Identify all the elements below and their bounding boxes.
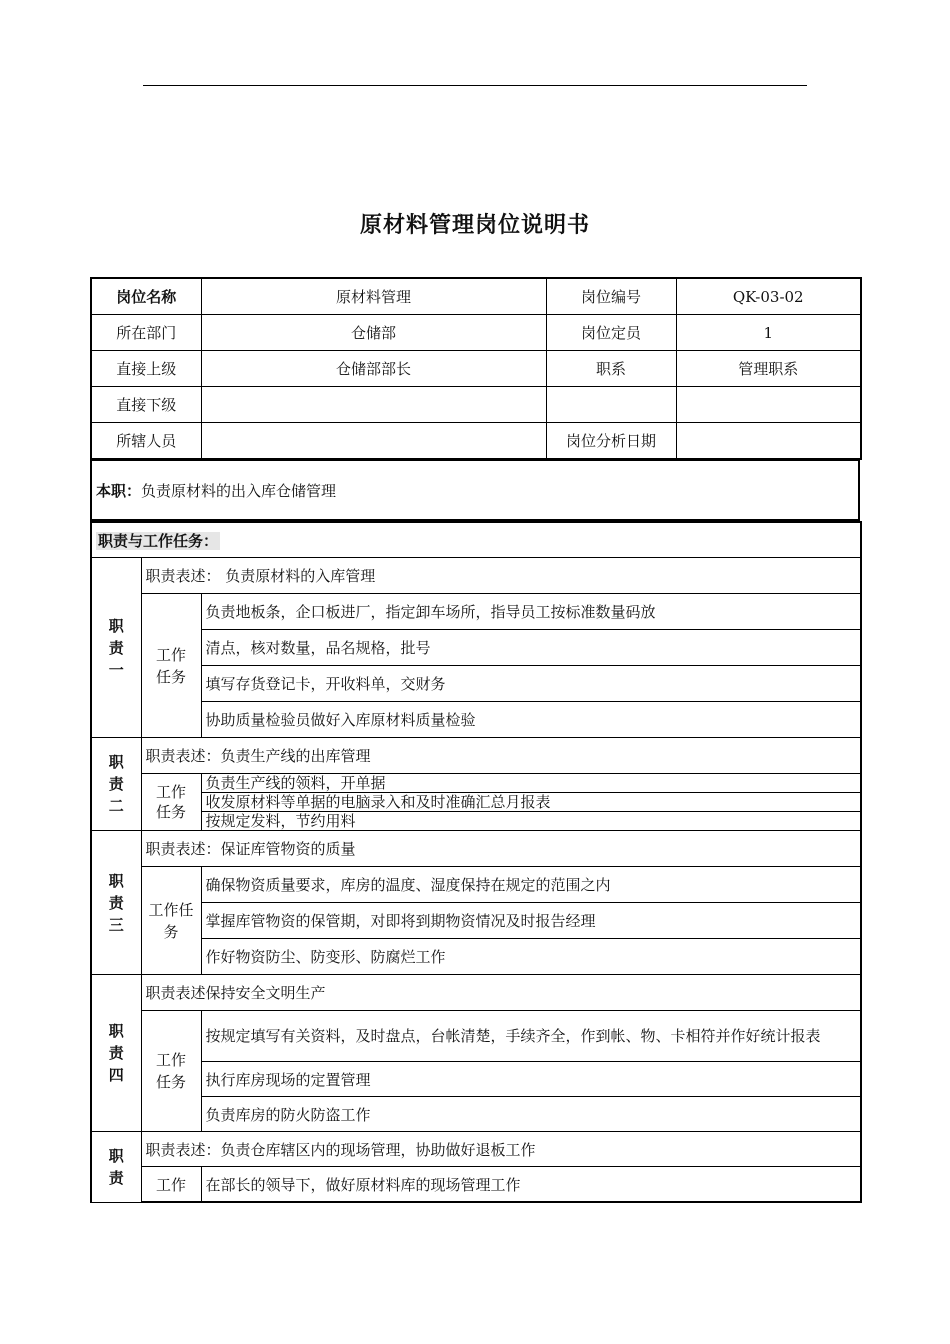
duty-4-task-label-text: 工作任务: [155, 1051, 186, 1091]
duty-5-task-label: 工作: [141, 1167, 201, 1203]
info-cell-empty-a: [546, 387, 676, 423]
duty-2-task-row-1: [91, 774, 861, 793]
duty-4-task-row-2: [91, 1062, 861, 1097]
duty-1-task-row-1: [91, 594, 861, 630]
main-duty-text: 负责原材料的出入库仓储管理: [141, 481, 337, 500]
info-label-analysis-date: 岗位分析日期: [546, 423, 676, 460]
duty-1-task-3: 填写存货登记卡，开收料单，交财务: [201, 666, 861, 702]
duty-3-task-1: 确保物资质量要求，库房的温度、湿度保持在规定的范围之内: [201, 867, 861, 903]
duty-4-task-label: [141, 1011, 201, 1132]
info-label-headcount: 岗位定员: [546, 315, 676, 351]
duties-table: [90, 521, 862, 1203]
duty-5-task-row-1: [91, 1167, 861, 1203]
duty-3-task-label-text: 工作任务: [148, 900, 194, 941]
duty-3-label-text: 职责三: [108, 871, 124, 934]
duty-5-label-text: 职责: [108, 1146, 124, 1187]
duty-3-task-row-2: [91, 903, 861, 939]
duty-1-desc: 职责表述： 负责原材料的入库管理: [141, 558, 861, 594]
main-duty-cell: [91, 461, 859, 521]
duty-4-desc: 职责表述保持安全文明生产: [141, 975, 861, 1011]
duty-4-task-3: 负责库房的防火防盗工作: [201, 1097, 861, 1132]
duty-1-task-1: 负责地板条，企口板进厂，指定卸车场所，指导员工按标准数量码放: [201, 594, 861, 630]
duty-2-desc: 职责表述：负责生产线的出库管理: [141, 738, 861, 774]
duty-5-label: [91, 1132, 141, 1203]
duty-1-task-4: 协助质量检验员做好入库原材料质量检验: [201, 702, 861, 738]
info-value-analysis-date: [676, 423, 861, 460]
document-title: 原材料管理岗位说明书: [359, 213, 590, 238]
duty-4-task-1: 按规定填写有关资料，及时盘点，台帐清楚，手续齐全，作到帐、物、卡相符并作好统计报表: [201, 1011, 861, 1062]
info-value-position-code: QK-03-02: [676, 278, 861, 315]
duty-5-desc: 职责表述：负责仓库辖区内的现场管理，协助做好退板工作: [141, 1132, 861, 1167]
duty-2-label-text: 职责二: [108, 753, 124, 815]
basic-info-table: [90, 277, 862, 460]
info-label-position-code: 岗位编号: [546, 278, 676, 315]
duty-2-task-row-3: [91, 812, 861, 831]
info-row-department: [91, 315, 861, 351]
info-row-subordinate: [91, 387, 861, 423]
duties-heading-row: [91, 522, 861, 558]
duty-5-task-1: 在部长的领导下，做好原材料库的现场管理工作: [201, 1167, 861, 1203]
info-row-position-name: [91, 278, 861, 315]
duty-3-task-label: [141, 867, 201, 975]
duty-3-task-row-3: [91, 939, 861, 975]
duty-4-label-text: 职责四: [108, 1022, 124, 1084]
duty-1-task-row-2: [91, 630, 861, 666]
info-cell-empty-b: [676, 387, 861, 423]
main-duty-table: [90, 460, 860, 521]
duties-heading-cell: [91, 522, 861, 558]
info-value-staff: [201, 423, 546, 460]
duty-4-task-row-1: [91, 1011, 861, 1062]
duty-1-label-text: 职责一: [108, 616, 124, 679]
duty-2-task-1: 负责生产线的领料，开单据: [201, 774, 861, 793]
duty-1-task-label-text: 工作任务: [155, 645, 186, 686]
duty-3-task-3: 作好物资防尘、防变形、防腐烂工作: [201, 939, 861, 975]
main-duty-label: 本职：: [96, 481, 142, 500]
info-label-position-name: 岗位名称: [91, 278, 201, 315]
duty-2-task-row-2: [91, 793, 861, 812]
duty-3-label: [91, 831, 141, 975]
duty-2-task-2: 收发原材料等单据的电脑录入和及时准确汇总月报表: [201, 793, 861, 812]
info-label-department: 所在部门: [91, 315, 201, 351]
info-value-headcount: 1: [676, 315, 861, 351]
duty-1-desc-row: [91, 558, 861, 594]
info-label-staff: 所辖人员: [91, 423, 201, 460]
duty-4-desc-row: [91, 975, 861, 1011]
info-label-job-family: 职系: [546, 351, 676, 387]
info-value-job-family: 管理职系: [676, 351, 861, 387]
duty-3-desc-row: [91, 831, 861, 867]
duty-4-task-2: 执行库房现场的定置管理: [201, 1062, 861, 1097]
duty-2-task-label-text: 工作任务: [155, 783, 186, 821]
duty-3-task-row-1: [91, 867, 861, 903]
duty-3-task-2: 掌握库管物资的保管期，对即将到期物资情况及时报告经理: [201, 903, 861, 939]
job-description-sheet: [90, 277, 860, 1203]
info-value-supervisor: 仓储部部长: [201, 351, 546, 387]
info-row-staff: [91, 423, 861, 460]
duty-3-desc: 职责表述：保证库管物资的质量: [141, 831, 861, 867]
duty-2-label: [91, 738, 141, 831]
duty-5-desc-row: [91, 1132, 861, 1167]
duty-2-task-3: 按规定发料，节约用料: [201, 812, 861, 831]
info-label-subordinate: 直接下级: [91, 387, 201, 423]
duty-1-task-row-4: [91, 702, 861, 738]
duty-1-label: [91, 558, 141, 738]
duties-heading: 职责与工作任务：: [98, 531, 219, 550]
duty-2-task-label: [141, 774, 201, 831]
duty-4-label: [91, 975, 141, 1132]
info-value-department: 仓储部: [201, 315, 546, 351]
header-rule: [143, 85, 807, 86]
duty-1-task-2: 清点，核对数量，品名规格，批号: [201, 630, 861, 666]
info-value-subordinate: [201, 387, 546, 423]
info-row-supervisor: [91, 351, 861, 387]
duty-1-task-label: [141, 594, 201, 738]
info-value-position-name: 原材料管理: [201, 278, 546, 315]
duty-1-task-row-3: [91, 666, 861, 702]
info-label-supervisor: 直接上级: [91, 351, 201, 387]
duty-4-task-row-3: [91, 1097, 861, 1132]
duty-2-desc-row: [91, 738, 861, 774]
